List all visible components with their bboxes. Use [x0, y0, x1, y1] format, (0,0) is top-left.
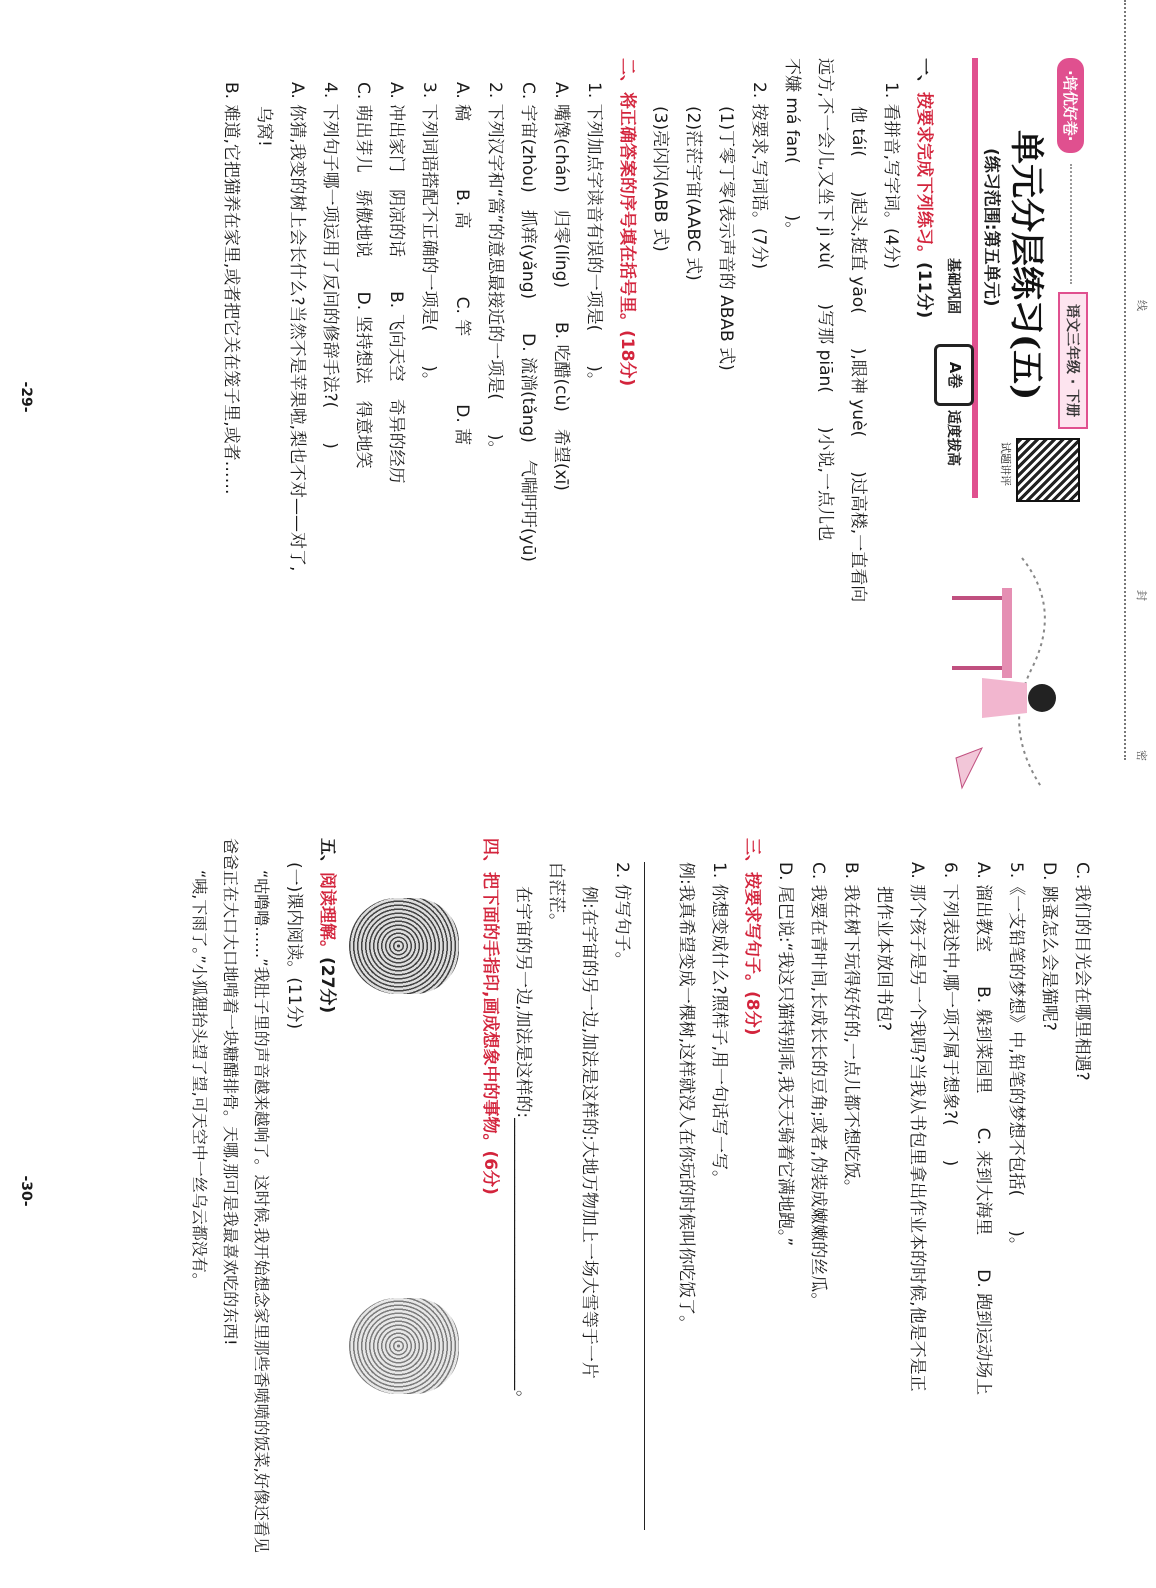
- text-run: (3)亮闪闪(ABB 式): [650, 106, 670, 252]
- text-run: 2. 仿写句子。: [612, 862, 632, 969]
- text-run: (1)丁零丁零(表示声音的 ABAB 式): [716, 106, 736, 371]
- question-line: [539, 838, 572, 1554]
- text-run: 五、: [317, 838, 337, 872]
- text-run: 二、将正确答案的序号填在括号里。(18分): [617, 58, 637, 387]
- question-line: [867, 838, 900, 1554]
- fingerprint-image: [349, 1298, 459, 1394]
- question-line: [478, 58, 511, 756]
- text-run: C. 萌出芽儿 骄傲地说 D. 坚持想法 得意地笑: [353, 82, 373, 469]
- question-line: [511, 58, 544, 756]
- question-line: [841, 58, 874, 756]
- question-line: [605, 838, 638, 1554]
- text-run: 把作业本放回书包?: [874, 886, 894, 1032]
- text-run: C. 我要在青叶间,长成长长的豆角;或者,伪装成嫩嫩的丝瓜。: [808, 862, 828, 1310]
- question-line: [280, 58, 313, 756]
- question-line: [709, 58, 742, 756]
- binding-mark: 封: [1135, 590, 1148, 601]
- question-line: [676, 58, 709, 756]
- fingerprint-area: [343, 838, 473, 1554]
- binding-mark: 密: [1135, 750, 1148, 761]
- fingerprint-image: [349, 898, 459, 994]
- question-line: [768, 838, 801, 1554]
- question-line: [801, 838, 834, 1554]
- section-heading: [907, 58, 940, 756]
- text-run: D. 尾巴说:“我这只猫特别乖,我天天骑着它满地跑。”: [775, 862, 795, 1247]
- question-line: [999, 838, 1032, 1554]
- text-run: C. 我们的目光会在哪里相遇?: [1072, 862, 1092, 1081]
- text-run: 4. 下列句子哪一项运用了反问的修辞手法?( ): [320, 82, 340, 449]
- text-run: 1. 下列加点字读音有误的一项是( )。: [584, 82, 604, 389]
- question-line: [900, 838, 933, 1554]
- text-run: C. 宇宙(zhòu) 抓痒(yǎng) D. 流淌(tǎng) 气喘吁吁(yū): [518, 82, 538, 563]
- student-desk-illustration: [942, 548, 1082, 798]
- binding-line: [1124, 0, 1156, 760]
- text-run: 1. 你想变成什么?照样子,用一句话写一写。: [709, 862, 729, 1188]
- text-run: 四、把下面的手指印,画成想象中的事物。(6分): [480, 838, 500, 1195]
- text-run: 2. 下列汉字和“篙”的意思最接近的一项是( )。: [485, 82, 505, 458]
- text-run: A. 溜出教室 B. 躲到菜园里 C. 来到大海里 D. 跑到运动场上: [973, 862, 993, 1396]
- right-page-rewrite: [473, 838, 638, 1554]
- text-run: B. 我在树下玩得好好的,一点儿都不想吃饭。: [841, 862, 861, 1196]
- question-line: [775, 58, 808, 756]
- text-run: 阅读理解。: [317, 872, 337, 957]
- text-run: 白茫茫。: [546, 862, 566, 930]
- question-line: [445, 58, 478, 756]
- question-line: [506, 838, 539, 1554]
- page-title: 单元分层练习(五): [1006, 130, 1046, 401]
- text-run: 远方,不一会儿,又坐下 jì xù( )写那 piān( )小说,一点儿也: [815, 58, 835, 541]
- text-run: (27分): [317, 957, 337, 1014]
- question-line: [247, 58, 280, 756]
- text-run: 乌窝!: [254, 106, 274, 147]
- question-line: [702, 838, 735, 1554]
- question-line: [1032, 838, 1065, 1554]
- question-line: [412, 58, 445, 756]
- question-line: [577, 58, 610, 756]
- section-heading: [735, 838, 768, 1554]
- text-run: 按要求完成下列练习。: [914, 92, 934, 262]
- text-run: A. 你猜,我变的树上会长什么?当然不是苹果啦,梨也不对——对了,: [287, 82, 307, 572]
- left-page-content: [214, 58, 940, 756]
- section-heading: [610, 58, 643, 756]
- section-heading: [310, 838, 343, 1554]
- accent-bar: [972, 58, 978, 498]
- text-run: 例:我真希望变成一棵树,这样就没人在你玩的时候叫你吃饭了。: [676, 862, 696, 1333]
- page-number: -30-: [18, 1175, 34, 1207]
- question-line: [874, 58, 907, 756]
- qr-code-icon: [1016, 438, 1080, 502]
- text-run: 3. 下列词语搭配不正确的一项是( )。: [419, 82, 439, 389]
- question-line: [1065, 838, 1098, 1554]
- right-page-reading-heading: [277, 838, 343, 1554]
- question-line: [544, 58, 577, 756]
- text-run: D. 跳蚤怎么会是猫呢?: [1039, 862, 1059, 1031]
- right-page-questions: [669, 838, 1098, 1554]
- question-line: [313, 58, 346, 756]
- grade-label: 语文三年级 · 下册: [1058, 292, 1088, 429]
- reading-paragraph: “咕噜噜……”我肚子里的声音越来越响了。这时候,我开始想念家里那些香喷喷的饭菜,好像还看见爸爸正在大口大口地啃着一块糖醋排骨。天哪,那可是我最喜欢吃的东西!: [221, 838, 271, 1553]
- text-run: 一、: [914, 58, 934, 92]
- text-run: 5.《一支铅笔的梦想》中,铅笔的梦想不包括( )。: [1006, 862, 1026, 1254]
- question-line: [933, 838, 966, 1554]
- text-run: 6. 下列表述中,哪一项不属于想象?( ): [940, 862, 960, 1167]
- level-right-label: 适度拔高: [945, 410, 961, 466]
- text-run: A. 稿 B. 高 C. 竿 D. 蒿: [452, 82, 472, 446]
- text-run: (11分): [914, 262, 934, 319]
- level-left-label: 基础巩固: [945, 258, 961, 314]
- question-line: [572, 838, 605, 1554]
- text-run: (一)课内阅读。(11分): [284, 862, 304, 1030]
- question-line: [742, 58, 775, 756]
- question-line: [669, 838, 702, 1554]
- question-line: [277, 838, 310, 1554]
- question-line: [643, 58, 676, 756]
- text-run: A. 冲出家门 阴凉的话 B. 飞向天空 奇异的经历: [386, 82, 406, 484]
- text-run: 不嫌 má fan( )。: [782, 58, 802, 239]
- reading-passage: [184, 838, 277, 1554]
- question-line: [966, 838, 999, 1554]
- answer-line: [644, 862, 665, 1530]
- worksheet-header: [940, 58, 1092, 756]
- reading-paragraph: “咦,下雨了。”小狐狸抬头望了望,可天空中一丝乌云都没有。: [190, 870, 209, 1289]
- question-line: [808, 58, 841, 756]
- question-line: [379, 58, 412, 756]
- question-line: [834, 838, 867, 1554]
- text-run: 在宇宙的另一边,加法是这样的:________________________________。: [513, 886, 533, 1408]
- question-line: [346, 58, 379, 756]
- qr-caption: 试题讲评: [999, 442, 1012, 486]
- text-run: A. 嘴馋(chán) 归零(líng) B. 吃醋(cù) 希望(xī): [551, 82, 571, 491]
- binding-mark: 线: [1135, 300, 1148, 311]
- page-number: -29-: [18, 381, 34, 413]
- text-run: (2)茫茫宇宙(AABC 式): [683, 106, 703, 281]
- text-run: 三、按要求写句子。(8分): [742, 838, 762, 1036]
- brand-tag: ·培优好卷·: [1057, 58, 1084, 153]
- text-run: B. 难道,它把猫养在家里,或者把它关在笼子里,或者……: [221, 82, 241, 495]
- section-heading: [473, 838, 506, 1554]
- page-subtitle: (练习范围:第五单元): [981, 148, 1001, 307]
- dotted-divider: [1070, 164, 1072, 284]
- text-run: 1. 看拼音,写字词。(4分): [881, 82, 901, 270]
- page-30: [0, 794, 1156, 1588]
- question-line: [214, 58, 247, 756]
- text-run: 2. 按要求,写词语。(7分): [749, 82, 769, 270]
- text-run: 例:在宇宙的另一边,加法是这样的:大地万物加上一场大雪等于一片: [579, 886, 599, 1379]
- text-run: A. 那个孩子是另一个我吗?当我从书包里拿出作业本的时候,他是不是正: [907, 862, 927, 1392]
- tv-level-badge: A卷: [934, 344, 974, 406]
- text-run: 他 tái( )起头,挺直 yāo( ),眼神 yuè( )过高楼,一直看向: [848, 106, 868, 603]
